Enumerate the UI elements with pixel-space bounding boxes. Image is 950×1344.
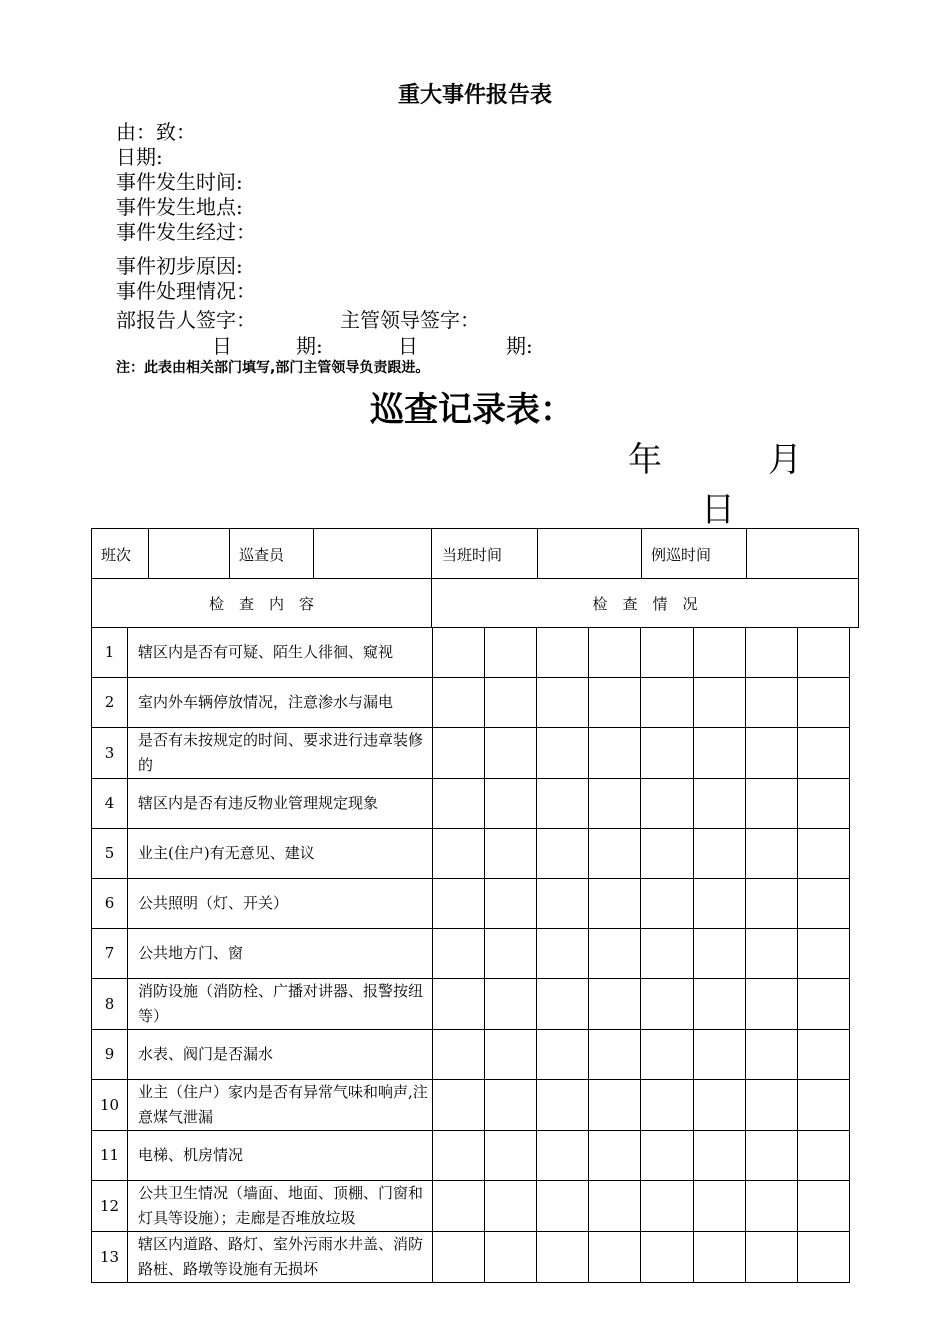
row-number: 5 (92, 829, 128, 879)
check-cell[interactable] (798, 1131, 850, 1181)
check-cell[interactable] (433, 1232, 485, 1283)
check-cell[interactable] (641, 979, 694, 1030)
check-cell[interactable] (746, 1080, 798, 1131)
check-cell[interactable] (589, 979, 641, 1030)
row-number: 8 (92, 979, 128, 1030)
check-cell[interactable] (798, 678, 850, 728)
row-item-text: 公共照明（灯、开关） (128, 879, 433, 929)
day-label: 日 (701, 490, 735, 530)
table-row (92, 628, 850, 678)
field-event-location: 事件发生地点: (116, 195, 243, 219)
check-cell[interactable] (537, 728, 589, 779)
field-date: 日期: (116, 145, 163, 169)
leader-date-period: 期: (506, 334, 533, 358)
row-item-text: 辖区内道路、路灯、室外污雨水井盖、消防路桩、路墩等设施有无损坏 (128, 1232, 433, 1283)
check-cell[interactable] (589, 1232, 641, 1283)
check-cell[interactable] (798, 1030, 850, 1080)
row-number: 6 (92, 879, 128, 929)
field-initial-cause: 事件初步原因: (116, 254, 243, 278)
check-cell[interactable] (589, 678, 641, 728)
duty-time-input[interactable] (538, 529, 641, 579)
check-cell[interactable] (589, 1080, 641, 1131)
check-cell[interactable] (746, 1030, 798, 1080)
check-cell[interactable] (433, 728, 485, 779)
check-cell[interactable] (589, 728, 641, 779)
row-number: 7 (92, 929, 128, 979)
row-number: 4 (92, 779, 128, 829)
check-cell[interactable] (433, 829, 485, 879)
field-event-process: 事件发生经过： (116, 220, 256, 244)
inspector-label: 巡查员 (239, 545, 285, 564)
check-cell[interactable] (641, 929, 694, 979)
check-cell[interactable] (798, 1181, 850, 1232)
check-cell[interactable] (694, 1181, 746, 1232)
check-cell[interactable] (485, 929, 537, 979)
check-cell[interactable] (641, 879, 694, 929)
check-cell[interactable] (798, 1080, 850, 1131)
patrol-title: 巡查记录表： (370, 390, 574, 430)
check-cell[interactable] (433, 678, 485, 728)
check-cell[interactable] (694, 1131, 746, 1181)
check-cell[interactable] (694, 678, 746, 728)
row-item-text: 水表、阀门是否漏水 (128, 1030, 433, 1080)
row-number: 1 (92, 628, 128, 678)
check-cell[interactable] (589, 929, 641, 979)
check-cell[interactable] (589, 829, 641, 879)
check-cell[interactable] (485, 1030, 537, 1080)
year-label: 年 (628, 440, 662, 480)
check-cell[interactable] (537, 979, 589, 1030)
check-cell[interactable] (537, 779, 589, 829)
check-cell[interactable] (694, 628, 746, 678)
check-cell[interactable] (798, 979, 850, 1030)
row-number: 13 (92, 1232, 128, 1283)
table-row (92, 1131, 850, 1181)
check-cell[interactable] (589, 1030, 641, 1080)
check-cell[interactable] (694, 728, 746, 779)
table-row (92, 1232, 850, 1283)
row-item-text: 辖区内是否有可疑、陌生人徘徊、窥视 (128, 628, 433, 678)
shift-label: 班次 (101, 545, 132, 564)
row-number: 2 (92, 678, 128, 728)
check-cell[interactable] (641, 829, 694, 879)
check-cell[interactable] (694, 1232, 746, 1283)
check-cell[interactable] (433, 879, 485, 929)
row-item-text: 业主(住户)有无意见、建议 (128, 829, 433, 879)
check-cell[interactable] (798, 829, 850, 879)
check-cell[interactable] (694, 879, 746, 929)
check-cell[interactable] (485, 1080, 537, 1131)
check-cell[interactable] (537, 628, 589, 678)
check-cell[interactable] (746, 879, 798, 929)
report-note: 注：此表由相关部门填写,部门主管领导负责跟进。 (116, 360, 430, 376)
check-cell[interactable] (537, 879, 589, 929)
check-cell[interactable] (746, 1181, 798, 1232)
reporter-date-day: 日 (212, 334, 232, 358)
check-cell[interactable] (694, 1080, 746, 1131)
check-cell[interactable] (641, 1030, 694, 1080)
table-row (92, 829, 850, 879)
check-cell[interactable] (746, 779, 798, 829)
check-cell[interactable] (641, 728, 694, 779)
check-cell[interactable] (589, 1181, 641, 1232)
check-cell[interactable] (589, 879, 641, 929)
check-cell[interactable] (433, 1181, 485, 1232)
month-label: 月 (768, 440, 802, 480)
check-cell[interactable] (746, 979, 798, 1030)
shift-input[interactable] (149, 529, 229, 579)
check-cell[interactable] (694, 779, 746, 829)
check-cell[interactable] (641, 678, 694, 728)
reporter-signature-label: 部报告人签字： (116, 308, 256, 332)
row-item-text: 业主（住户）家内是否有异常气味和响声,注意煤气泄漏 (128, 1080, 433, 1131)
check-cell[interactable] (433, 1131, 485, 1181)
content-header: 检 查 内 容 (208, 595, 314, 613)
row-item-text: 消防设施（消防栓、广播对讲器、报警按纽等） (128, 979, 433, 1030)
check-cell[interactable] (485, 628, 537, 678)
field-event-time: 事件发生时间: (116, 170, 243, 194)
row-item-text: 室内外车辆停放情况，注意渗水与漏电 (128, 678, 433, 728)
check-cell[interactable] (694, 829, 746, 879)
check-cell[interactable] (746, 1131, 798, 1181)
check-cell[interactable] (537, 829, 589, 879)
check-cell[interactable] (798, 879, 850, 929)
check-cell[interactable] (798, 929, 850, 979)
check-cell[interactable] (485, 1181, 537, 1232)
check-cell[interactable] (485, 678, 537, 728)
check-cell[interactable] (537, 1232, 589, 1283)
status-header: 检 查 情 况 (592, 595, 698, 613)
check-cell[interactable] (694, 979, 746, 1030)
check-cell[interactable] (433, 779, 485, 829)
table-row (92, 678, 850, 728)
check-cell[interactable] (589, 628, 641, 678)
check-cell[interactable] (746, 929, 798, 979)
leader-date-day: 日 (398, 334, 418, 358)
leader-signature-label: 主管领导签字： (340, 308, 480, 332)
routine-time-label: 例巡时间 (651, 545, 712, 564)
check-cell[interactable] (485, 779, 537, 829)
check-cell[interactable] (433, 979, 485, 1030)
table-row (92, 929, 850, 979)
check-cell[interactable] (798, 779, 850, 829)
check-cell[interactable] (641, 1232, 694, 1283)
patrol-header (91, 528, 859, 628)
table-row (92, 1181, 850, 1232)
check-cell[interactable] (537, 1181, 589, 1232)
check-cell[interactable] (485, 1131, 537, 1181)
check-cell[interactable] (746, 829, 798, 879)
check-cell[interactable] (433, 1030, 485, 1080)
table-row (92, 1080, 850, 1131)
routine-time-input[interactable] (747, 529, 858, 579)
row-number: 3 (92, 728, 128, 779)
check-cell[interactable] (589, 779, 641, 829)
check-cell[interactable] (537, 1030, 589, 1080)
check-cell[interactable] (589, 1131, 641, 1181)
row-number: 11 (92, 1131, 128, 1181)
check-cell[interactable] (485, 1232, 537, 1283)
check-cell[interactable] (694, 929, 746, 979)
row-number: 9 (92, 1030, 128, 1080)
inspector-input[interactable] (314, 529, 431, 579)
check-cell[interactable] (641, 628, 694, 678)
check-cell[interactable] (537, 1080, 589, 1131)
check-cell[interactable] (485, 979, 537, 1030)
field-handling-status: 事件处理情况： (116, 279, 256, 303)
check-cell[interactable] (433, 929, 485, 979)
table-row (92, 979, 850, 1030)
check-cell[interactable] (537, 929, 589, 979)
inspection-table (91, 627, 850, 1283)
check-cell[interactable] (798, 1232, 850, 1283)
row-item-text: 是否有未按规定的时间、要求进行违章装修的 (128, 728, 433, 779)
check-cell[interactable] (746, 728, 798, 779)
row-item-text: 公共地方门、窗 (128, 929, 433, 979)
check-cell[interactable] (537, 678, 589, 728)
check-cell[interactable] (485, 829, 537, 879)
check-cell[interactable] (433, 1080, 485, 1131)
row-item-text: 辖区内是否有违反物业管理规定现象 (128, 779, 433, 829)
check-cell[interactable] (641, 1131, 694, 1181)
table-row (92, 1030, 850, 1080)
table-row (92, 728, 850, 779)
check-cell[interactable] (746, 678, 798, 728)
check-cell[interactable] (641, 1080, 694, 1131)
check-cell[interactable] (746, 1232, 798, 1283)
check-cell[interactable] (641, 779, 694, 829)
check-cell[interactable] (798, 628, 850, 678)
row-item-text: 公共卫生情况（墙面、地面、顶棚、门窗和灯具等设施）；走廊是否堆放垃圾 (128, 1181, 433, 1232)
field-from-to: 由：致： (116, 120, 196, 144)
check-cell[interactable] (694, 1030, 746, 1080)
table-row (92, 879, 850, 929)
row-number: 12 (92, 1181, 128, 1232)
row-item-text: 电梯、机房情况 (128, 1131, 433, 1181)
duty-time-label: 当班时间 (442, 545, 503, 564)
report-fields (116, 120, 256, 304)
check-cell[interactable] (641, 1181, 694, 1232)
check-cell[interactable] (746, 628, 798, 678)
check-cell[interactable] (485, 728, 537, 779)
report-title: 重大事件报告表 (397, 83, 552, 108)
check-cell[interactable] (433, 628, 485, 678)
check-cell[interactable] (485, 879, 537, 929)
row-number: 10 (92, 1080, 128, 1131)
reporter-date-period: 期: (296, 334, 323, 358)
check-cell[interactable] (798, 728, 850, 779)
check-cell[interactable] (537, 1131, 589, 1181)
table-row (92, 779, 850, 829)
